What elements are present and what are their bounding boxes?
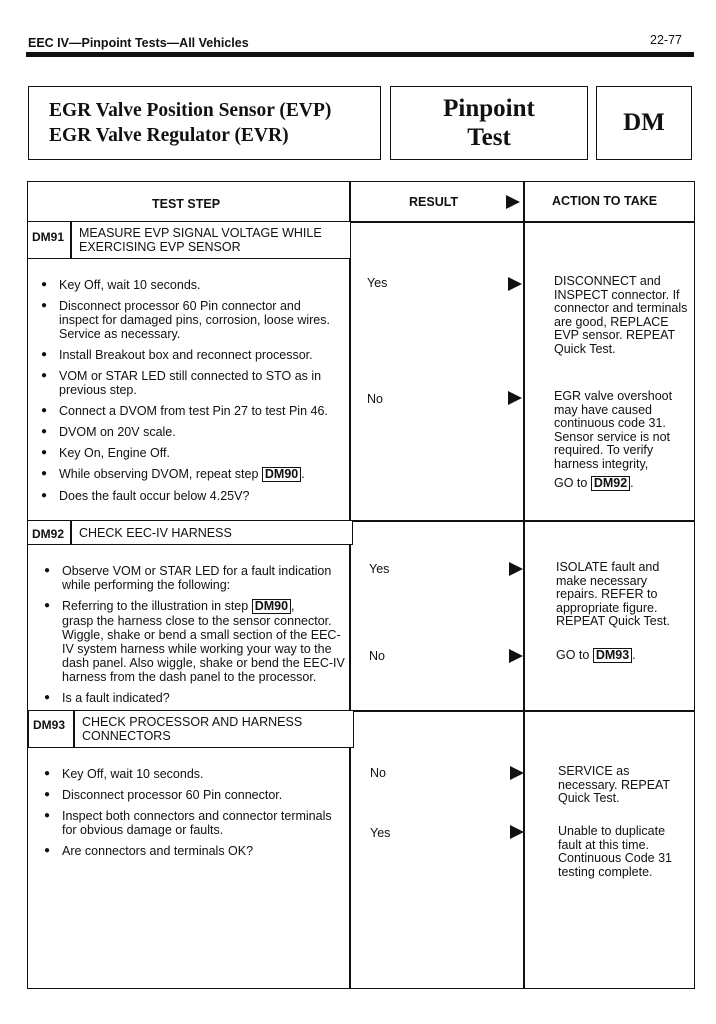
- result-label: No: [369, 649, 385, 663]
- step-reference[interactable]: DM90: [252, 599, 291, 614]
- title-line-2: EGR Valve Regulator (EVR): [49, 125, 289, 146]
- step-id-divider: [70, 222, 72, 258]
- arrow-icon: [510, 825, 524, 839]
- step-reference[interactable]: DM92: [591, 476, 630, 491]
- pinpoint-label: Pinpoint: [443, 95, 535, 122]
- instruction: ● Disconnect processor 60 Pin connector.: [44, 788, 344, 802]
- step-reference[interactable]: DM93: [593, 648, 632, 663]
- step-dm92-instructions: [44, 564, 346, 712]
- punctuation: ,: [291, 599, 295, 613]
- arrow-icon: [508, 391, 522, 405]
- step-title-line-1: CHECK PROCESSOR AND HARNESS: [82, 715, 303, 729]
- step-header-dm92: [27, 520, 353, 545]
- title-box: [28, 86, 381, 160]
- step-title-line-2: CONNECTORS: [82, 729, 171, 743]
- header-rule: [26, 52, 694, 57]
- instruction: ● Inspect both connectors and connector terminals for obvious damage or faults.: [44, 809, 344, 837]
- action-text: SERVICE as necessary. REPEAT Quick Test.: [558, 764, 670, 805]
- step-dm91-instructions: [41, 278, 341, 510]
- step-id: DM93: [33, 718, 66, 732]
- instruction: ● Are connectors and terminals OK?: [44, 844, 344, 858]
- action-text: EGR valve overshoot may have caused continuous code 31. Sensor service is not required. To verify harness integrity,: [554, 389, 673, 471]
- column-divider-1: [349, 181, 351, 989]
- instruction: ● Connect a DVOM from test Pin 27 to test Pin 46.: [41, 404, 341, 418]
- action-text-group: [554, 390, 692, 491]
- step-id-divider: [73, 711, 75, 747]
- column-header-test-step: TEST STEP: [152, 197, 221, 211]
- arrow-icon: [510, 766, 524, 780]
- instruction-text: grasp the harness close to the sensor connector. Wiggle, shake or bend a small section of the EEC-IV system harness while working your way to the dash panel. Also wiggle, shake or bend the EEC-IV harness from the dash panel to the processor.: [62, 614, 345, 684]
- instruction: ● Install Breakout box and reconnect processor.: [41, 348, 341, 362]
- pinpoint-test-box: [390, 86, 588, 160]
- instruction: ● Observe VOM or STAR LED for a fault indication while performing the following:: [44, 564, 346, 592]
- result-label: Yes: [370, 826, 391, 840]
- goto-text: GO to: [556, 648, 590, 662]
- step-header-dm91: [27, 221, 351, 259]
- instruction: [44, 599, 346, 684]
- instruction: ● Key Off, wait 10 seconds.: [44, 767, 344, 781]
- column-header-action: ACTION TO TAKE: [552, 194, 658, 208]
- section-header: EEC IV—Pinpoint Tests—All Vehicles: [28, 36, 249, 50]
- step-reference[interactable]: DM90: [262, 467, 301, 482]
- result-label: Yes: [367, 276, 388, 290]
- arrow-icon: [508, 277, 522, 291]
- action-goto: [554, 476, 692, 491]
- page-number: 22-77: [650, 33, 682, 47]
- result-label: Yes: [369, 562, 390, 576]
- arrow-icon: [509, 649, 523, 663]
- test-label: Test: [467, 124, 511, 151]
- instruction: ● Does the fault occur below 4.25V?: [41, 489, 341, 503]
- arrow-icon: [509, 562, 523, 576]
- instruction: ● Is a fault indicated?: [44, 691, 346, 705]
- column-header-result: RESULT: [409, 195, 459, 209]
- instruction: [41, 467, 341, 482]
- punctuation: .: [630, 476, 634, 490]
- instruction: ● Key On, Engine Off.: [41, 446, 341, 460]
- step-title: [79, 226, 322, 254]
- instruction: ● VOM or STAR LED still connected to STO as in previous step.: [41, 369, 341, 397]
- punctuation: .: [301, 467, 305, 481]
- step-title-line-1: CHECK EEC-IV HARNESS: [79, 526, 232, 540]
- instruction: ● DVOM on 20V scale.: [41, 425, 341, 439]
- step-title-line-2: EXERCISING EVP SENSOR: [79, 240, 241, 254]
- action-text: Unable to duplicate fault at this time. Continuous Code 31 testing complete.: [558, 824, 672, 879]
- instruction-text: Referring to the illustration in step: [62, 599, 249, 613]
- goto-text: GO to: [554, 476, 588, 490]
- step-id-divider: [70, 521, 72, 544]
- action-text: DISCONNECT and INSPECT connector. If connector and terminals are good, REPLACE EVP sensor. REPEAT Quick Test.: [554, 274, 688, 356]
- instruction-text: While observing DVOM, repeat step: [59, 467, 259, 481]
- result-label: No: [367, 392, 383, 406]
- instruction: ● Disconnect processor 60 Pin connector and inspect for damaged pins, corrosion, loose wires. Service as necessary.: [41, 299, 341, 341]
- step-id: DM92: [32, 527, 65, 541]
- step-title-line-1: MEASURE EVP SIGNAL VOLTAGE WHILE: [79, 226, 322, 240]
- instruction: ● Key Off, wait 10 seconds.: [41, 278, 341, 292]
- step-title: [82, 715, 302, 743]
- arrow-icon: [506, 195, 520, 209]
- step-header-dm93: [28, 710, 354, 748]
- step-id: DM91: [32, 230, 65, 244]
- title-line-1: EGR Valve Position Sensor (EVP): [49, 100, 332, 121]
- action-text: ISOLATE fault and make necessary repairs. REFER to appropriate figure. REPEAT Quick Test.: [556, 560, 670, 628]
- step-dm93-instructions: [44, 767, 344, 865]
- punctuation: .: [632, 648, 636, 662]
- test-code-box: DM: [596, 86, 692, 160]
- column-divider-2: [523, 181, 525, 989]
- action-goto: [556, 648, 692, 663]
- result-label: No: [370, 766, 386, 780]
